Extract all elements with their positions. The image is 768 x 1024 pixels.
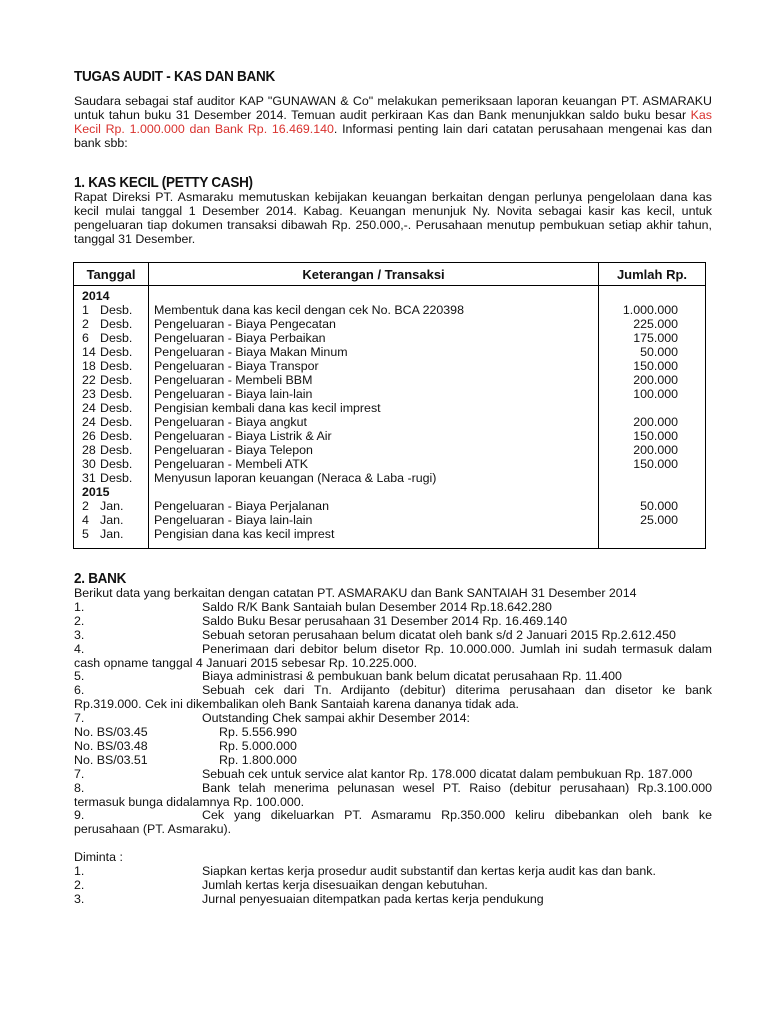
date-month: Desb.	[100, 429, 133, 443]
bank-item	[74, 629, 712, 643]
table-row-amount: 225.000	[633, 317, 678, 331]
table-row-description	[149, 289, 598, 303]
check-number: No. BS/03.51	[74, 752, 148, 767]
item-text: Saldo Buku Besar perusahaan 31 Desember 2014 Rp. 16.469.140	[202, 613, 568, 628]
date-day: 4	[82, 513, 89, 527]
table-row-date	[74, 317, 148, 331]
item-text: Bank telah menerima pelunasan wesel PT. Raiso (debitur perusahaan) Rp.3.100.000 termasuk bunga didalamnya Rp. 100.000.	[74, 780, 712, 809]
bank-item	[74, 684, 712, 712]
item-number: 3.	[74, 891, 85, 906]
date-month: Desb.	[100, 401, 133, 415]
date-month: Desb.	[100, 303, 133, 317]
date-day: 5	[82, 527, 89, 541]
item-text: Sebuah setoran perusahaan belum dicatat oleh bank s/d 2 Januari 2015 Rp.2.612.450	[202, 627, 676, 642]
table-row-amount: 200.000	[633, 415, 678, 429]
table-row-date: 2015	[82, 485, 110, 499]
table-row-description: Pengeluaran - Biaya Perjalanan	[154, 499, 329, 513]
table-row-date	[74, 303, 148, 317]
item-number: 2.	[74, 877, 85, 892]
intro-paragraph	[74, 95, 712, 151]
check-amount: Rp. 1.800.000	[219, 752, 297, 767]
item-text: Outstanding Chek sampai akhir Desember 2014:	[202, 711, 470, 726]
table-row-description: Pengisian dana kas kecil imprest	[154, 527, 335, 541]
bank-item	[74, 643, 712, 671]
date-month: Jan.	[100, 527, 124, 541]
check-amount: Rp. 5.556.990	[219, 725, 297, 739]
table-row-description: Pengeluaran - Biaya Telepon	[154, 443, 313, 457]
table-row-date	[74, 429, 148, 443]
table-row-date	[74, 527, 148, 541]
item-text: Cek yang dikeluarkan PT. Asmaramu Rp.350.000 keliru dibebankan oleh bank ke perusahaan (PT. Asmaraku).	[74, 808, 712, 837]
required-item	[74, 879, 712, 893]
amount-column	[599, 286, 706, 549]
date-day: 14	[82, 345, 96, 359]
date-day: 22	[82, 373, 96, 387]
date-month: Desb.	[100, 359, 133, 373]
date-month: Desb.	[100, 317, 133, 331]
outstanding-check	[74, 754, 297, 768]
col-header-date: Tanggal	[74, 263, 149, 286]
table-row-description: Pengeluaran - Biaya Perbaikan	[154, 331, 326, 345]
date-month: Desb.	[100, 457, 133, 471]
table-row-date	[74, 387, 148, 401]
outstanding-check	[74, 740, 297, 754]
date-day: 1	[82, 303, 89, 317]
table-row-amount	[599, 485, 705, 499]
bank-item	[74, 782, 712, 810]
table-row-description: Menyusun laporan keuangan (Neraca & Laba -rugi)	[154, 471, 437, 485]
table-row-amount: 175.000	[633, 331, 678, 345]
date-day: 2	[82, 499, 89, 513]
table-row-amount: 200.000	[633, 373, 678, 387]
table-row-description: Pengeluaran - Biaya angkut	[154, 415, 307, 429]
date-day: 2	[82, 317, 89, 331]
table-row-date	[74, 499, 148, 513]
item-number: 3.	[74, 627, 85, 642]
table-row-date	[74, 457, 148, 471]
outstanding-check	[74, 726, 297, 740]
table-row-description: Pengeluaran - Biaya Listrik & Air	[154, 429, 332, 443]
bank-item	[74, 809, 712, 837]
table-row-description: Pengisian kembali dana kas kecil imprest	[154, 401, 381, 415]
bank-item	[74, 712, 712, 726]
table-row-date	[74, 415, 148, 429]
item-text: Jurnal penyesuaian ditempatkan pada kertas kerja pendukung	[202, 891, 544, 906]
date-month: Desb.	[100, 373, 133, 387]
item-number: 6.	[74, 683, 85, 698]
bank-item	[74, 670, 712, 684]
table-row-amount: 150.000	[633, 457, 678, 471]
intro-text-end: . Informasi penting lain dari catatan perusahaan mengenai kas dan bank sbb:	[74, 121, 712, 150]
description-column	[149, 286, 599, 549]
table-row-amount: 100.000	[633, 387, 678, 401]
table-row-date	[74, 443, 148, 457]
date-column	[74, 286, 149, 549]
bank-intro: Berikut data yang berkaitan dengan catatan PT. ASMARAKU dan Bank SANTAIAH 31 Desember 2014	[74, 586, 637, 600]
petty-cash-table	[73, 262, 706, 549]
table-row-description: Pengeluaran - Biaya Transpor	[154, 359, 319, 373]
required-item	[74, 893, 712, 907]
document-title: TUGAS AUDIT - KAS DAN BANK	[74, 68, 275, 85]
table-row-amount	[599, 471, 705, 485]
table-row-date	[74, 373, 148, 387]
table-row-description: Pengeluaran - Biaya Pengecatan	[154, 317, 336, 331]
date-day: 30	[82, 457, 96, 471]
required-heading: Diminta :	[74, 850, 123, 865]
table-row-description: Pengeluaran - Biaya Makan Minum	[154, 345, 348, 359]
date-month: Jan.	[100, 513, 124, 527]
item-text: Jumlah kertas kerja disesuaikan dengan kebutuhan.	[202, 877, 488, 892]
date-day: 23	[82, 387, 96, 401]
intro-text: Saudara sebagai staf auditor KAP "GUNAWAN & Co" melakukan pemeriksaan laporan keuangan PT. ASMARAKU untuk tahun buku 31 Desember 2014. Temuan audit perkiraan Kas dan Bank menunjukkan saldo buku besar	[74, 94, 712, 122]
bank-item	[74, 768, 712, 782]
item-number: 7.	[74, 711, 85, 726]
date-day: 24	[82, 415, 96, 429]
table-row-amount: 25.000	[640, 513, 678, 527]
check-number: No. BS/03.48	[74, 738, 148, 753]
table-row-description: Pengeluaran - Biaya lain-lain	[154, 387, 313, 401]
check-amount: Rp. 5.000.000	[219, 738, 297, 753]
table-row-amount	[599, 289, 705, 303]
item-number: 8.	[74, 780, 85, 795]
section1-text: Rapat Direksi PT. Asmaraku memutuskan kebijakan keuangan berkaitan dengan perlunya pengelolaan dana kas kecil mulai tanggal 1 Desember 2014. Kabag. Keuangan menunjuk Ny. Novita sebagai kasir kas kecil, untuk pengeluaran tiap dokumen transaksi dibawah Rp. 250.000,-. Perusahaan menutup pembukuan setiap akhir tahun, tanggal 31 Desember.	[74, 190, 712, 246]
section1-heading: 1. KAS KECIL (PETTY CASH)	[74, 174, 253, 191]
item-number: 4.	[74, 641, 85, 656]
table-row-amount: 50.000	[640, 345, 678, 359]
table-row-date	[74, 401, 148, 415]
date-day: 6	[82, 331, 89, 345]
date-day: 31	[82, 471, 96, 485]
table-row-amount: 200.000	[633, 443, 678, 457]
bank-item	[74, 615, 712, 629]
table-row-date	[74, 331, 148, 345]
date-month: Desb.	[100, 331, 133, 345]
date-month: Desb.	[100, 387, 133, 401]
item-number: 1.	[74, 864, 85, 878]
date-day: 24	[82, 401, 96, 415]
required-item	[74, 865, 712, 879]
date-day: 26	[82, 429, 96, 443]
item-number: 9.	[74, 808, 85, 823]
table-row-date	[74, 471, 148, 485]
table-row-description: Pengeluaran - Membeli BBM	[154, 373, 313, 387]
table-row-amount	[599, 401, 705, 415]
date-month: Desb.	[100, 415, 133, 429]
section2-heading: 2. BANK	[74, 570, 127, 587]
item-number: 5.	[74, 669, 85, 684]
date-month: Desb.	[100, 443, 133, 457]
table-row-description: Pengeluaran - Membeli ATK	[154, 457, 309, 471]
table-row-amount: 50.000	[640, 499, 678, 513]
date-month: Desb.	[100, 345, 133, 359]
check-number: No. BS/03.45	[74, 725, 148, 739]
date-month: Jan.	[100, 499, 124, 513]
table-row-description: Pengeluaran - Biaya lain-lain	[154, 513, 313, 527]
item-text: Saldo R/K Bank Santaiah bulan Desember 2014 Rp.18.642.280	[202, 599, 552, 614]
table-row-date	[74, 345, 148, 359]
col-header-description: Keterangan / Transaksi	[149, 263, 599, 286]
intro-highlight: Kas Kecil Rp. 1.000.000 dan Bank Rp. 16.469.140	[74, 107, 712, 136]
item-number: 1.	[74, 599, 85, 614]
item-text: Sebuah cek untuk service alat kantor Rp. 178.000 dicatat dalam pembukuan Rp. 187.000	[202, 766, 693, 781]
table-row-amount: 1.000.000	[622, 303, 678, 317]
table-row-date: 2014	[82, 289, 110, 303]
table-row-date	[74, 513, 148, 527]
col-header-amount: Jumlah Rp.	[599, 263, 706, 286]
table-row-description	[149, 485, 598, 499]
item-text: Penerimaan dari debitor belum disetor Rp. 10.000.000. Jumlah ini sudah termasuk dalam cash opname tanggal 4 Januari 2015 sebesar Rp. 10.225.000.	[74, 641, 712, 670]
item-number: 7.	[74, 766, 85, 781]
table-row-amount	[599, 527, 705, 541]
date-day: 18	[82, 359, 96, 373]
date-day: 28	[82, 443, 96, 457]
table-row-date	[74, 359, 148, 373]
bank-item	[74, 601, 712, 615]
table-row-amount: 150.000	[633, 359, 678, 373]
item-text: Siapkan kertas kerja prosedur audit substantif dan kertas kerja audit kas dan bank.	[202, 864, 656, 878]
item-text: Biaya administrasi & pembukuan bank belum dicatat perusahaan Rp. 11.400	[202, 669, 622, 684]
table-row-amount: 150.000	[633, 429, 678, 443]
table-row-description: Membentuk dana kas kecil dengan cek No. BCA 220398	[154, 303, 464, 317]
item-number: 2.	[74, 613, 85, 628]
date-month: Desb.	[100, 471, 133, 485]
item-text: Sebuah cek dari Tn. Ardijanto (debitur) diterima perusahaan dan disetor ke bank Rp.319.000. Cek ini dikembalikan oleh Bank Santaiah karena dananya tidak ada.	[74, 683, 712, 712]
